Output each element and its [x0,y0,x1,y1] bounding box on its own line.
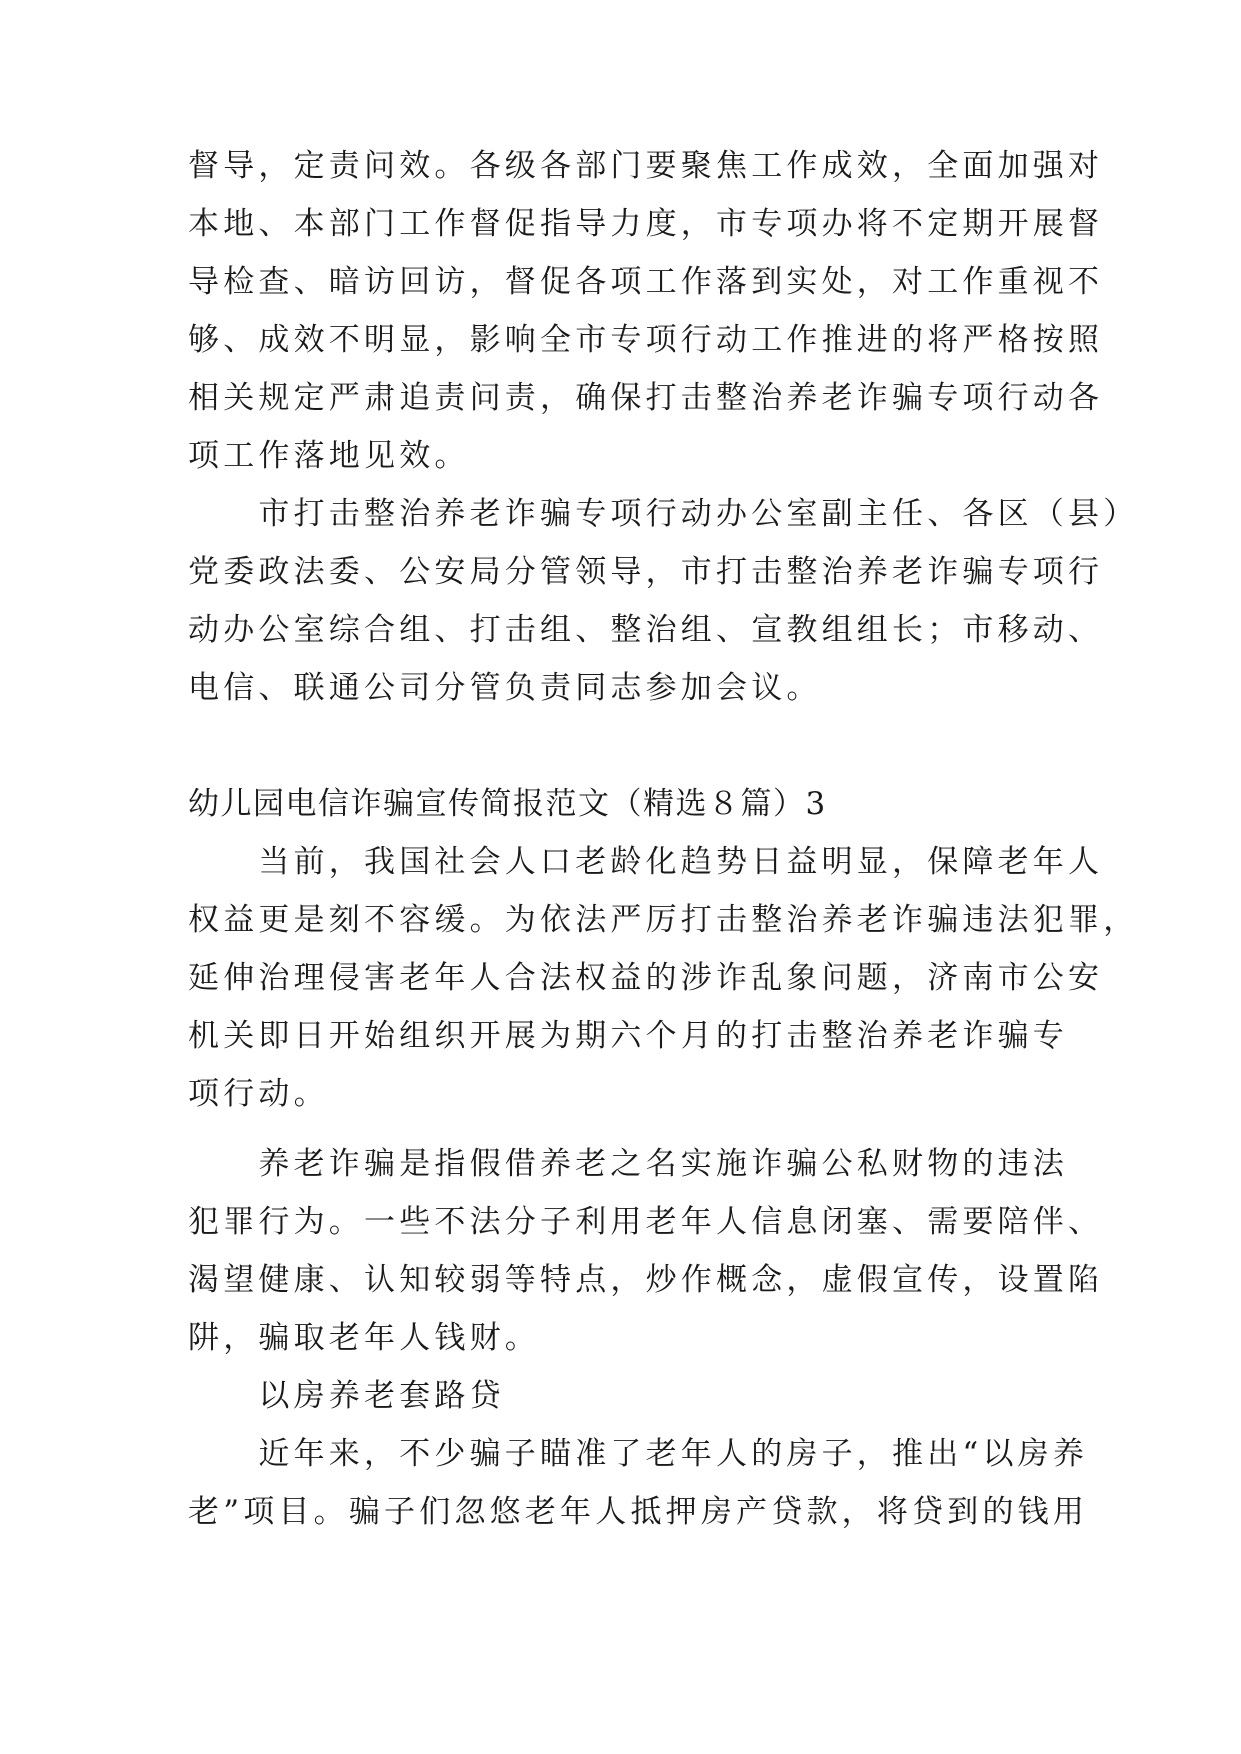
text-line: 电信、联通公司分管负责同志参加会议。 [188,670,822,706]
text-line: 犯罪行为。一些不法分子利用老年人信息闭塞、需要陪伴、 [188,1204,1104,1240]
text-line: 当前，我国社会人口老龄化趋势日益明显，保障老年人 [188,844,1104,880]
text-line: 导检查、暗访回访，督促各项工作落到实处，对工作重视不 [188,264,1104,300]
text-line: 动办公室综合组、打击组、整治组、宣教组组长；市移动、 [188,612,1104,648]
text-line: 老”项目。骗子们忽悠老年人抵押房产贷款，将贷到的钱用 [188,1494,1089,1530]
text-line: 渴望健康、认知较弱等特点，炒作概念，虚假宣传，设置陷 [188,1262,1104,1298]
text-line: 党委政法委、公安局分管领导，市打击整治养老诈骗专项行 [188,554,1104,590]
text-line: 权益更是刻不容缓。为依法严厉打击整治养老诈骗违法犯罪， [188,902,1139,938]
text-line: 项行动。 [188,1076,329,1112]
section-heading: 幼儿园电信诈骗宣传简报范文（精选８篇）3 [188,786,827,822]
text-line: 市打击整治养老诈骗专项行动办公室副主任、各区（县） [188,496,1139,532]
text-line: 阱，骗取老年人钱财。 [188,1320,540,1356]
text-line: 够、成效不明显，影响全市专项行动工作推进的将严格按照 [188,322,1104,358]
text-line: 以房养老套路贷 [188,1378,505,1414]
text-line: 相关规定严肃追责问责，确保打击整治养老诈骗专项行动各 [188,380,1104,416]
text-line: 机关即日开始组织开展为期六个月的打击整治养老诈骗专 [188,1018,1068,1054]
text-line: 近年来，不少骗子瞄准了老年人的房子，推出“以房养 [188,1436,1089,1472]
text-line: 本地、本部门工作督促指导力度，市专项办将不定期开展督 [188,206,1104,242]
text-line: 项工作落地见效。 [188,438,470,474]
text-line: 督导，定责问效。各级各部门要聚焦工作成效，全面加强对 [188,148,1104,184]
text-line: 延伸治理侵害老年人合法权益的涉诈乱象问题，济南市公安 [188,960,1104,996]
text-line: 养老诈骗是指假借养老之名实施诈骗公私财物的违法 [188,1146,1068,1182]
